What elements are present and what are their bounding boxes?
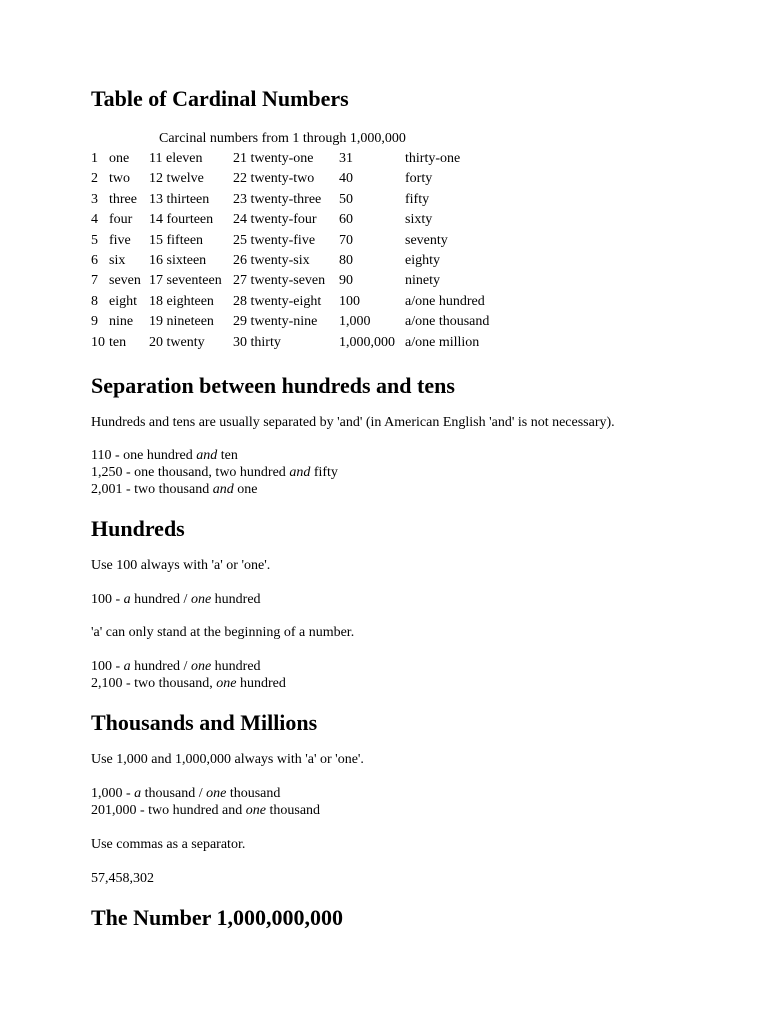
hundreds-examples xyxy=(91,658,286,692)
table-cell: 80 xyxy=(339,252,353,268)
table-cell: 11 eleven xyxy=(149,151,203,166)
table-cell: four xyxy=(109,212,133,228)
table-row xyxy=(91,252,535,272)
separation-intro: Hundreds and tens are usually separated by 'and' (in American English 'and' is not necessary). xyxy=(91,415,615,430)
table-cell: 3 xyxy=(91,191,98,207)
table-cell: a/one thousand xyxy=(405,314,490,330)
table-cell: 23 twenty-three xyxy=(233,191,322,207)
table-cell: 21 twenty-one xyxy=(233,151,314,166)
table-cell: 28 twenty-eight xyxy=(233,293,322,309)
table-cell: 1,000 xyxy=(339,314,371,330)
separation-examples xyxy=(91,447,338,498)
table-cell: 8 xyxy=(91,293,98,309)
table-cell: 10 xyxy=(91,334,105,350)
table-cell: eight xyxy=(109,293,137,309)
table-cell: six xyxy=(109,252,126,268)
table-cell: 50 xyxy=(339,191,353,207)
table-cell: a/one million xyxy=(405,334,480,350)
thousands-example-1: 1,000 - a thousand / one thousand xyxy=(91,786,281,801)
billion-heading: The Number 1,000,000,000 xyxy=(91,905,343,930)
thousands-example-2: 201,000 - two hundred and one thousand xyxy=(91,803,321,818)
table-row xyxy=(91,170,535,190)
thousands-examples xyxy=(91,785,320,819)
table-cell: 13 thirteen xyxy=(149,191,210,207)
table-row xyxy=(91,334,535,354)
table-cell: 9 xyxy=(91,314,98,330)
table-cell: sixty xyxy=(405,212,433,228)
thousands-note: Use commas as a separator. xyxy=(91,837,246,852)
thousands-intro: Use 1,000 and 1,000,000 always with 'a' or 'one'. xyxy=(91,752,364,767)
table-cell: 26 twenty-six xyxy=(233,252,310,268)
table-cell: 40 xyxy=(339,171,353,187)
hundreds-note: 'a' can only stand at the beginning of a number. xyxy=(91,625,355,640)
table-cell: 18 eighteen xyxy=(149,293,214,309)
separation-example-2: 1,250 - one thousand, two hundred and fifty xyxy=(91,465,338,480)
hundreds-example-3: 2,100 - two thousand, one hundred xyxy=(91,676,286,691)
table-cell: 16 sixteen xyxy=(149,252,207,268)
cardinal-numbers-table xyxy=(91,150,535,354)
table-cell: 70 xyxy=(339,232,353,248)
separation-example-1: 110 - one hundred and ten xyxy=(91,448,238,463)
thousands-heading: Thousands and Millions xyxy=(91,710,318,735)
table-row xyxy=(91,150,535,170)
hundreds-example-1: 100 - a hundred / one hundred xyxy=(91,592,261,607)
table-cell: 22 twenty-two xyxy=(233,171,315,187)
table-cell: 20 twenty xyxy=(149,334,205,350)
table-cell: 24 twenty-four xyxy=(233,212,317,228)
table-row xyxy=(91,293,535,313)
table-cell: 2 xyxy=(91,171,98,187)
hundreds-intro: Use 100 always with 'a' or 'one'. xyxy=(91,558,271,573)
table-row xyxy=(91,313,535,333)
hundreds-example-2: 100 - a hundred / one hundred xyxy=(91,659,261,674)
table-cell: 30 thirty xyxy=(233,334,281,350)
table-cell: 15 fifteen xyxy=(149,232,204,248)
table-cell: 25 twenty-five xyxy=(233,232,316,248)
table-cell: three xyxy=(109,191,137,207)
table-cell: 90 xyxy=(339,273,353,289)
table-cell: 5 xyxy=(91,232,98,248)
table-cell: 27 twenty-seven xyxy=(233,273,326,289)
table-cell: 14 fourteen xyxy=(149,212,214,228)
table-row xyxy=(91,211,535,231)
separation-heading: Separation between hundreds and tens xyxy=(91,373,455,398)
table-cell: seven xyxy=(109,273,141,289)
table-cell: 29 twenty-nine xyxy=(233,314,318,330)
table-cell: eighty xyxy=(405,252,440,268)
table-row xyxy=(91,272,535,292)
thousands-example-number: 57,458,302 xyxy=(91,871,154,886)
table-cell: 1,000,000 xyxy=(339,334,395,350)
table-row xyxy=(91,191,535,211)
table-cell: fifty xyxy=(405,191,430,207)
table-cell: thirty-one xyxy=(405,151,461,166)
table-cell: 31 xyxy=(339,151,353,166)
table-cell: two xyxy=(109,171,130,187)
table-cell: one xyxy=(109,151,130,166)
table-cell: seventy xyxy=(405,232,448,248)
table-cell: nine xyxy=(109,314,134,330)
table-cell: 100 xyxy=(339,293,360,309)
table-cell: a/one hundred xyxy=(405,293,485,309)
table-cell: 60 xyxy=(339,212,353,228)
table-cell: 19 nineteen xyxy=(149,314,214,330)
table-cell: 6 xyxy=(91,252,98,268)
hundreds-heading: Hundreds xyxy=(91,516,185,541)
table-caption: Carcinal numbers from 1 through 1,000,000 xyxy=(159,131,406,146)
table-cell: 12 twelve xyxy=(149,171,204,187)
table-cell: 4 xyxy=(91,212,98,228)
table-cell: 7 xyxy=(91,273,98,289)
table-row xyxy=(91,232,535,252)
table-cell: five xyxy=(109,232,131,248)
table-cell: 1 xyxy=(91,151,98,166)
page-title: Table of Cardinal Numbers xyxy=(91,86,349,111)
table-cell: ninety xyxy=(405,273,440,289)
table-cell: forty xyxy=(405,171,433,187)
table-cell: ten xyxy=(109,334,127,350)
table-cell: 17 seventeen xyxy=(149,273,222,289)
separation-example-3: 2,001 - two thousand and one xyxy=(91,482,258,497)
